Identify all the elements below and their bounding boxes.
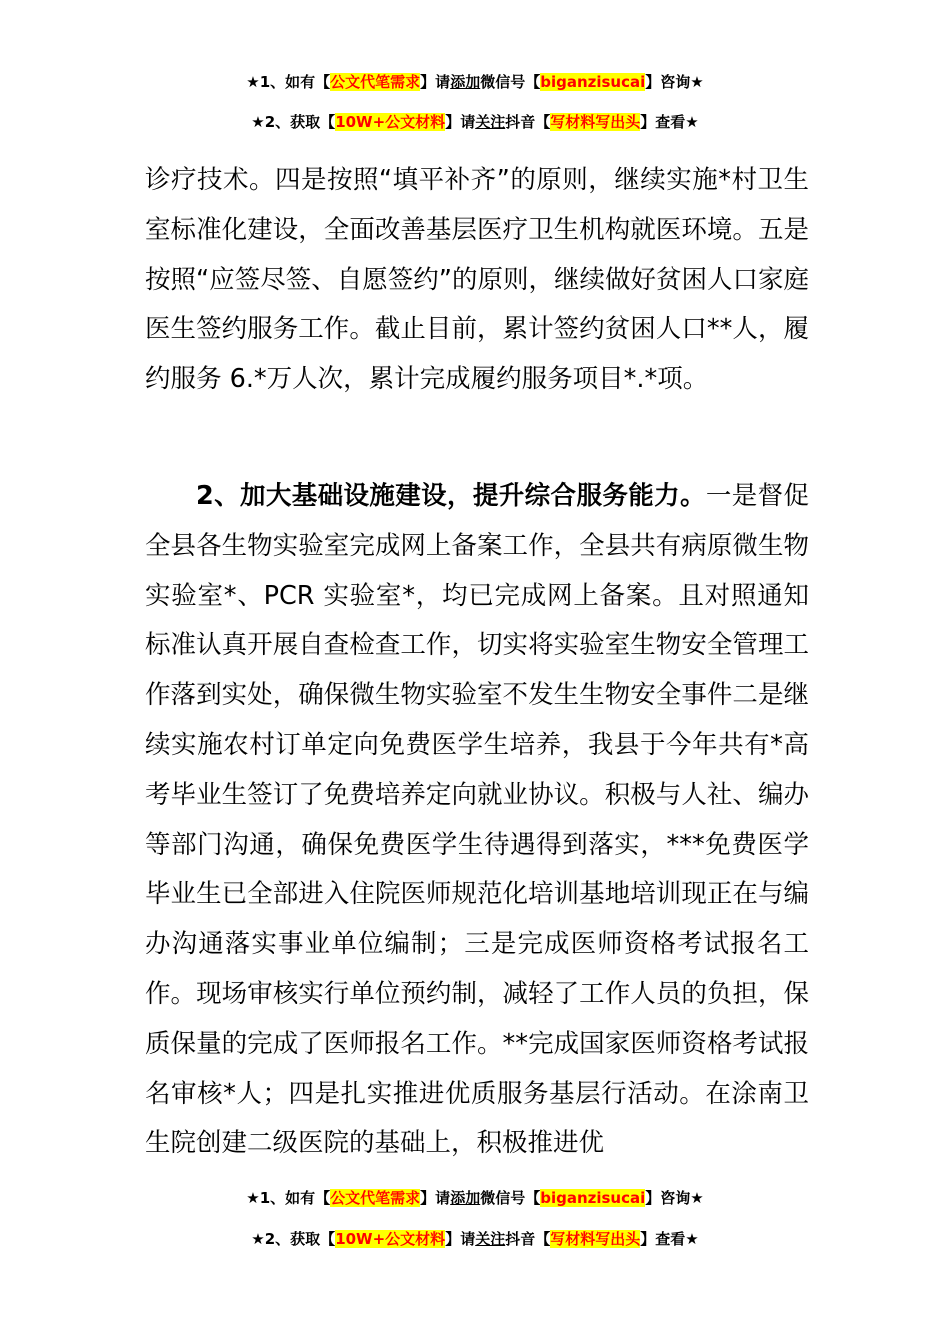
banner-highlight: 公文代笔需求 — [330, 1189, 421, 1207]
banner-text: 】请 — [420, 73, 451, 91]
banner-highlight: 写材料写出头 — [550, 113, 641, 131]
banner-text: 微信号【 — [480, 1189, 541, 1207]
banner-text: 抖音【 — [505, 1230, 551, 1248]
banner-underlined-text: 关注 — [475, 1230, 506, 1248]
banner-underlined-text: 添加 — [450, 1189, 481, 1207]
header-banner-line-2 — [0, 110, 950, 134]
section-heading: 2、加大基础设施建设，提升综合服务能力。 — [196, 481, 706, 511]
banner-underlined-text: 关注 — [475, 113, 506, 131]
banner-text: 】请 — [420, 1189, 451, 1207]
section-body: 一是督促全县各生物实验室完成网上备案工作，全县共有病原微生物实验室*、PCR 实验室*，均已完成网上备案。且对照通知标准认真开展自查检查工作，切实将实验室生物安全管理工作落到实处，确保微生物实验室不发生生物安全事件二是继续实施农村订单定向免费医学生培养，我县于今年共有*高考毕业生签订了免费培养定向就业协议。积极与人社、编办等部门沟通，确保免费医学生待遇得到落实，***免费医学毕业生已全部进入住院医师规范化培训基地培训现正在与编办沟通落实事业单位编制；三是完成医师资格考试报名工作。现场审核实行单位预约制，减轻了工作人员的负担，保质保量的完成了医师报名工作。**完成国家医师资格考试报名审核*人；四是扎实推进优质服务基层行活动。在涂南卫生院创建二级医院的基础上，积极推进优 — [145, 481, 809, 1159]
banner-highlight: 10W+公文材料 — [335, 1230, 446, 1248]
body-paragraph-1: 诊疗技术。四是按照“填平补齐”的原则，继续实施*村卫生室标准化建设，全面改善基层医疗卫生机构就医环境。五是按照“应签尽签、自愿签约”的原则，继续做好贫困人口家庭医生签约服务工作。截止目前，累计签约贫困人口**人，履约服务 6.*万人次，累计完成履约服务项目*.*项。 — [145, 165, 809, 395]
banner-text: 】请 — [445, 1230, 476, 1248]
banner-text: ★1、如有【 — [246, 1189, 331, 1207]
banner-highlight: 10W+公文材料 — [335, 113, 446, 131]
banner-text: ★1、如有【 — [246, 73, 331, 91]
banner-highlight: biganzisucai — [540, 1189, 646, 1207]
banner-text: 】查看★ — [640, 1230, 699, 1248]
footer-banner-line-1 — [0, 1186, 950, 1210]
banner-underlined-text: 添加 — [450, 73, 481, 91]
banner-text: ★2、获取【 — [251, 113, 336, 131]
banner-highlight: 写材料写出头 — [550, 1230, 641, 1248]
header-banner-line-1 — [0, 70, 950, 94]
banner-text: 抖音【 — [505, 113, 551, 131]
banner-text: 】请 — [445, 113, 476, 131]
banner-text: 】咨询★ — [645, 73, 704, 91]
banner-text: 】咨询★ — [645, 1189, 704, 1207]
banner-text: 微信号【 — [480, 73, 541, 91]
banner-text: 】查看★ — [640, 113, 699, 131]
body-paragraph-2 — [145, 472, 809, 1169]
banner-highlight: biganzisucai — [540, 73, 646, 91]
banner-highlight: 公文代笔需求 — [330, 73, 421, 91]
banner-text: ★2、获取【 — [251, 1230, 336, 1248]
footer-banner-line-2 — [0, 1227, 950, 1251]
